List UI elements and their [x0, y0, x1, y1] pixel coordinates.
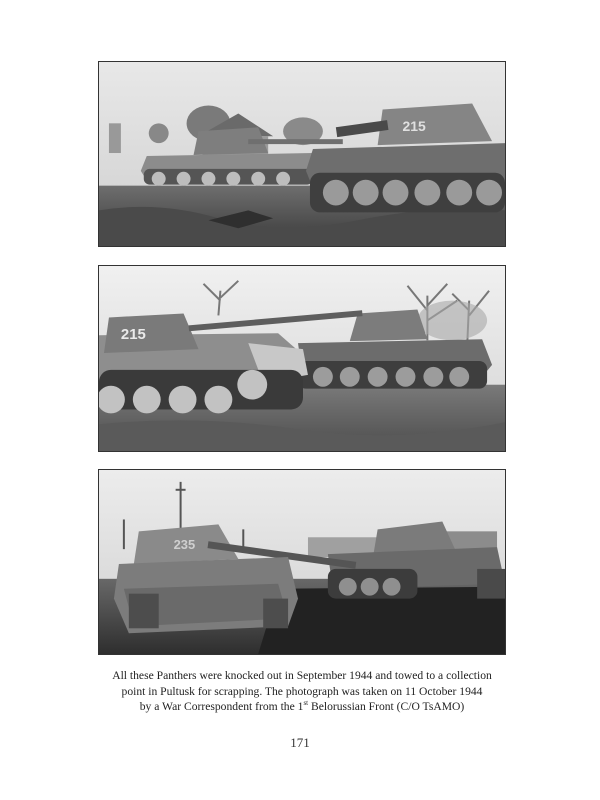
caption-line-3: [100, 699, 504, 715]
photo-tanks-3: [98, 469, 506, 655]
photo-tanks-3-image: [99, 470, 505, 654]
photo-tanks-2-image: [99, 266, 505, 451]
caption-line-3-b: Belorussian Front (C/O TsAMO): [308, 700, 465, 713]
photo-tanks-1-image: [99, 62, 505, 246]
caption-line-2: point in Pultusk for scrapping. The photograph was taken on 11 October 1944: [121, 684, 483, 698]
photo-tanks-2: [98, 265, 506, 452]
hull-marking-2: 215: [120, 327, 146, 344]
caption-line-3-a: by a War Correspondent from the 1: [139, 700, 304, 713]
hull-marking-1: 215: [402, 118, 426, 135]
hull-marking-3: 235: [173, 537, 196, 553]
photo-tanks-1: [98, 61, 506, 247]
caption-line-3-superscript: st: [303, 699, 309, 708]
caption-line-1: All these Panthers were knocked out in September 1944 and towed to a collection: [112, 669, 492, 682]
page-number: 171: [290, 735, 310, 750]
photo-caption: [100, 668, 504, 715]
